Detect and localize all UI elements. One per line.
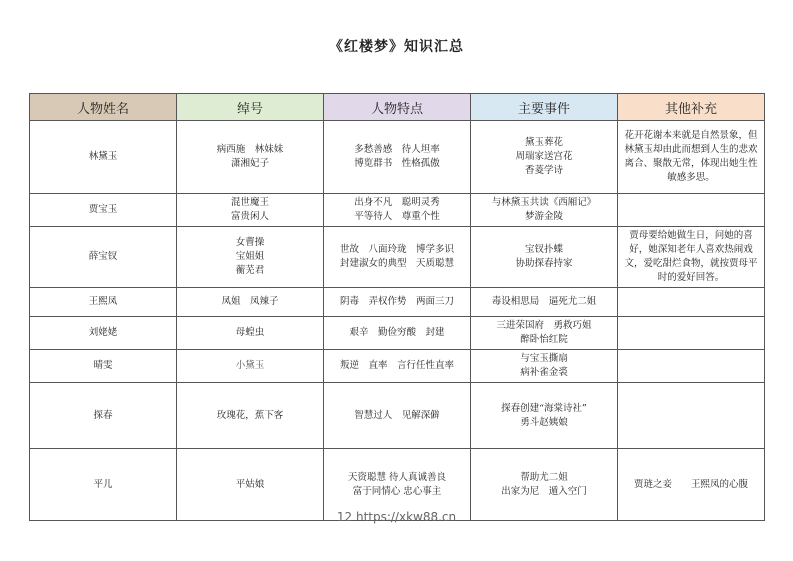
page-footer: 12 https://xkw88.cn <box>336 510 457 524</box>
cell-events: 黛玉葬花 周瑞家送宫花 香菱学诗 <box>471 121 618 194</box>
knowledge-table <box>29 93 765 521</box>
header-nickname: 绰号 <box>177 94 324 121</box>
cell-nickname: 凤姐 凤辣子 <box>177 288 324 317</box>
table-row <box>30 350 765 383</box>
cell-events: 三进荣国府 勇救巧姐 醉卧怡红院 <box>471 317 618 350</box>
cell-notes: 贾琏之妾 王熙凤的心腹 <box>618 449 765 521</box>
table-row <box>30 194 765 227</box>
cell-notes <box>618 194 765 227</box>
cell-events: 毒设相思局 逼死尤二姐 <box>471 288 618 317</box>
header-name: 人物姓名 <box>30 94 177 121</box>
cell-notes <box>618 350 765 383</box>
cell-nickname: 病西施 林妹妹 潇湘妃子 <box>177 121 324 194</box>
cell-traits: 天资聪慧 待人真诚善良 富于同情心 忠心事主 <box>324 449 471 521</box>
table-row <box>30 383 765 449</box>
cell-traits: 多愁善感 待人坦率 博览群书 性格孤傲 <box>324 121 471 194</box>
cell-traits: 艰辛 勤俭穷酸 封建 <box>324 317 471 350</box>
table-row <box>30 227 765 288</box>
table-row <box>30 288 765 317</box>
cell-name: 刘姥姥 <box>30 317 177 350</box>
cell-notes <box>618 288 765 317</box>
cell-traits: 叛逆 直率 言行任性直率 <box>324 350 471 383</box>
cell-nickname: 女曹操 宝姐姐 蘅芜君 <box>177 227 324 288</box>
cell-traits: 出身不凡 聪明灵秀 平等待人 尊重个性 <box>324 194 471 227</box>
cell-name: 王熙凤 <box>30 288 177 317</box>
document-title: 《红楼梦》知识汇总 <box>329 39 464 55</box>
cell-traits: 世故 八面玲珑 博学多识 封建淑女的典型 天质聪慧 <box>324 227 471 288</box>
cell-events: 与宝玉撕扇 病补雀金裘 <box>471 350 618 383</box>
cell-events: 探春创建“海棠诗社” 勇斗赵姨娘 <box>471 383 618 449</box>
cell-nickname: 平姑娘 <box>177 449 324 521</box>
header-events: 主要事件 <box>471 94 618 121</box>
table-row <box>30 317 765 350</box>
cell-name: 平儿 <box>30 449 177 521</box>
cell-notes: 花开花谢本来就是自然景象，但林黛玉却由此而想到人生的悲欢离合、聚散无常，体现出她生性敏感多思。 <box>618 121 765 194</box>
cell-nickname: 母蝗虫 <box>177 317 324 350</box>
cell-notes <box>618 383 765 449</box>
cell-events: 宝钗扑蝶 协助探春持家 <box>471 227 618 288</box>
cell-name: 晴雯 <box>30 350 177 383</box>
cell-events: 与林黛玉共读《西厢记》 梦游金陵 <box>471 194 618 227</box>
cell-name: 探春 <box>30 383 177 449</box>
cell-nickname: 混世魔王 富贵闲人 <box>177 194 324 227</box>
cell-nickname: 玫瑰花，蕉下客 <box>177 383 324 449</box>
cell-events: 帮助尤二姐 出家为尼 遁入空门 <box>471 449 618 521</box>
cell-notes: 贾母要给她做生日，问她的喜好，她深知老年人喜欢热闹戏文，爱吃甜烂食物，就按贾母平时的爱好回答。 <box>618 227 765 288</box>
cell-name: 贾宝玉 <box>30 194 177 227</box>
cell-notes <box>618 317 765 350</box>
cell-traits: 智慧过人 见解深僻 <box>324 383 471 449</box>
cell-name: 林黛玉 <box>30 121 177 194</box>
header-row <box>30 94 765 121</box>
cell-name: 薛宝钗 <box>30 227 177 288</box>
table-row <box>30 121 765 194</box>
header-traits: 人物特点 <box>324 94 471 121</box>
header-notes: 其他补充 <box>618 94 765 121</box>
cell-nickname: 小黛玉 <box>177 350 324 383</box>
cell-traits: 阴毒 弄权作势 两面三刀 <box>324 288 471 317</box>
